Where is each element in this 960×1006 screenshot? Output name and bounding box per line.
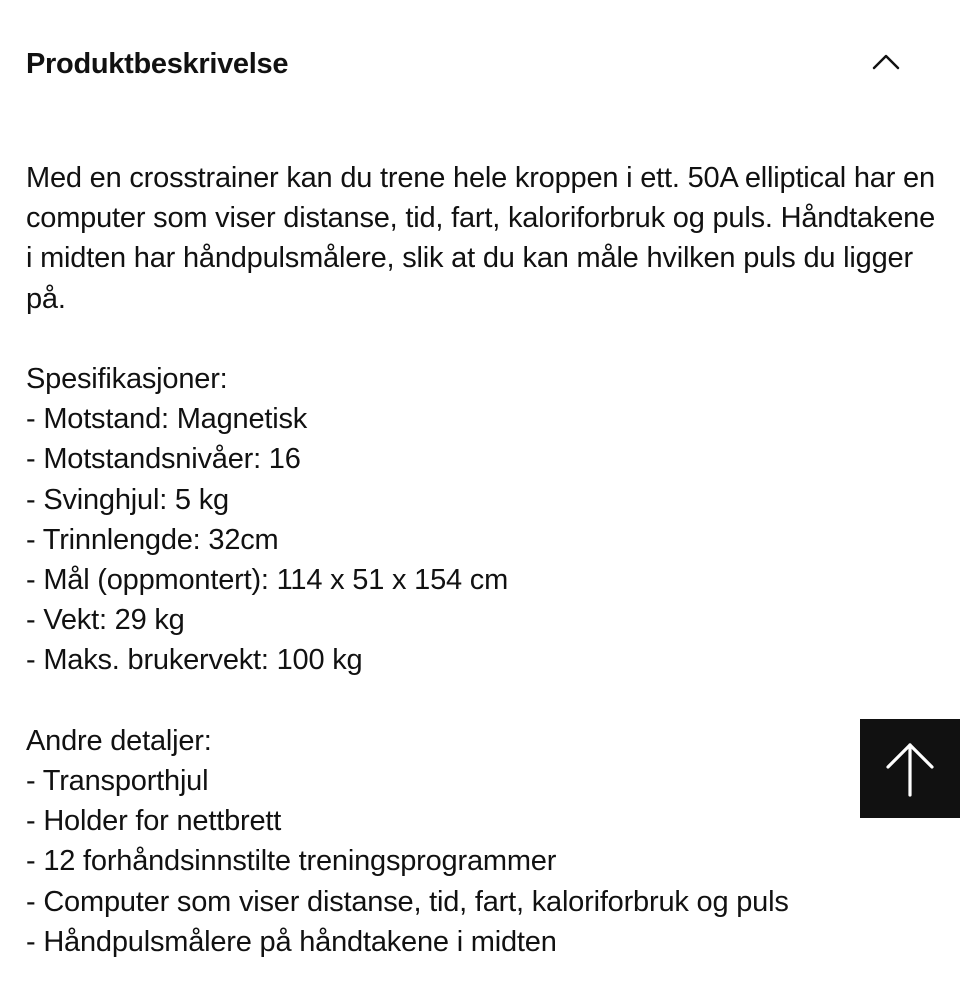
detail-item: - Transporthjul	[26, 765, 209, 798]
product-description-header[interactable]	[0, 0, 960, 128]
spec-item: - Motstand: Magnetisk	[26, 403, 308, 436]
specs-heading: Spesifikasjoner:	[26, 363, 228, 395]
details-list	[26, 761, 946, 962]
spec-item: - Motstandsnivåer: 16	[26, 443, 301, 476]
paragraph-spacer	[26, 681, 946, 721]
spec-item: - Mål (oppmontert): 114 x 51 x 154 cm	[26, 564, 509, 597]
detail-item: - 12 forhåndsinnstilte treningsprogrammer	[26, 845, 557, 878]
description-intro: Med en crosstrainer kan du trene hele kroppen i ett. 50A elliptical har en computer som viser distanse, tid, fart, kaloriforbruk og puls. Håndtakene i midten har håndpulsmålere, slik at du kan måle hvilken puls du ligger på.	[26, 162, 935, 315]
chevron-up-icon	[871, 52, 901, 72]
arrow-up-icon	[882, 739, 938, 799]
details-heading: Andre detaljer:	[26, 724, 212, 757]
section-title: Produktbeskrivelse	[26, 48, 289, 80]
collapse-toggle-button[interactable]	[862, 38, 910, 86]
specs-list	[26, 399, 946, 680]
product-description-body	[26, 158, 946, 962]
detail-item: - Håndpulsmålere på håndtakene i midten	[26, 925, 557, 958]
detail-item: - Holder for nettbrett	[26, 805, 282, 838]
spec-item: - Svinghjul: 5 kg	[26, 483, 229, 516]
scroll-to-top-button[interactable]	[860, 719, 960, 818]
spec-item: - Trinnlengde: 32cm	[26, 523, 279, 556]
paragraph-spacer	[26, 319, 946, 359]
spec-item: - Vekt: 29 kg	[26, 604, 185, 637]
detail-item: - Computer som viser distanse, tid, fart, kaloriforbruk og puls	[26, 885, 789, 918]
spec-item: - Maks. brukervekt: 100 kg	[26, 644, 363, 677]
